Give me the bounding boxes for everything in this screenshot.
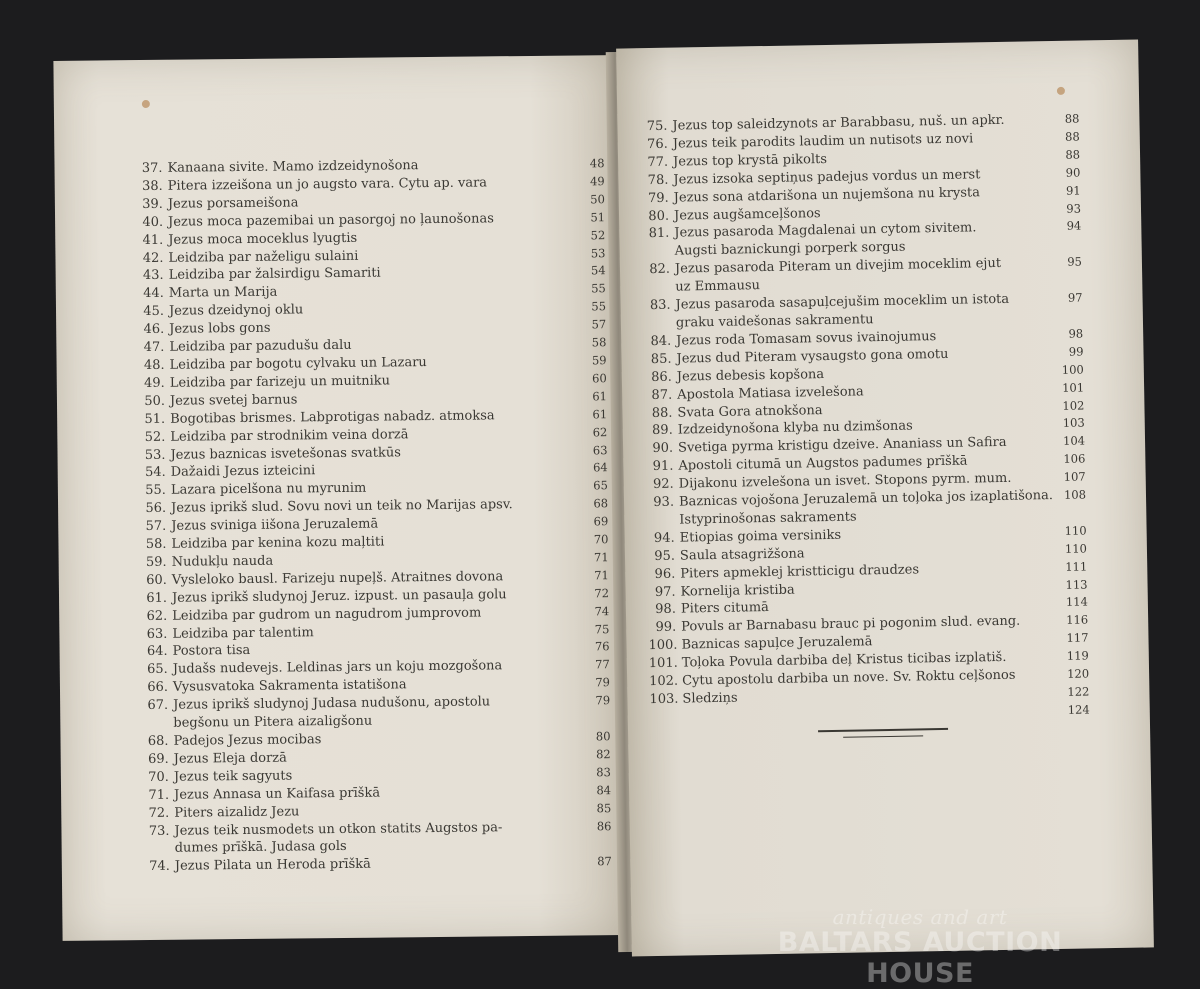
entry-page-number: 57 — [591, 317, 607, 332]
entry-number: 56. — [145, 501, 167, 517]
entry-page-number: 72 — [594, 585, 610, 601]
entry-page-number: 82 — [595, 747, 611, 762]
entry-number: 47. — [143, 339, 165, 356]
paper-stain — [142, 100, 150, 108]
entry-number: 100. — [648, 637, 678, 654]
entry-page-number: 74 — [594, 603, 610, 618]
entry-number: 58. — [145, 536, 167, 553]
entry-title: Leidziba par žalsirdigu Samariti — [168, 265, 381, 284]
entry-page-number: 104 — [1062, 433, 1086, 449]
entry-title: Leidziba par strodnikim veina dorzā — [170, 426, 409, 445]
entry-page-number: 61 — [592, 406, 608, 422]
entry-title: Piters apmeklej kristticigu draudzes — [680, 562, 920, 582]
entry-number: 44. — [143, 286, 164, 302]
entry-page-number: 119 — [1066, 648, 1089, 664]
entry-page-number: 49 — [589, 174, 605, 189]
entry-page-number: 55 — [591, 299, 607, 314]
entry-page-number: 97 — [1067, 290, 1083, 305]
entry-title: Jezus Eleja dorzā — [173, 750, 287, 767]
entry-number: 81. — [648, 226, 670, 242]
entry-number: 75. — [646, 118, 668, 135]
entry-title: Jezus izsoka septiņus padejus vordus un merst — [673, 167, 981, 188]
entry-title: Jezus porsameišona — [167, 195, 299, 212]
table-of-contents-right — [639, 111, 1090, 727]
entry-number: 71. — [148, 787, 170, 803]
entry-page-number: 54 — [590, 263, 606, 278]
entry-page-number: 91 — [1065, 183, 1081, 198]
watermark — [720, 905, 1120, 989]
entry-number: 103. — [649, 691, 679, 708]
entry-number: 78. — [647, 172, 669, 188]
toc-entry — [142, 853, 612, 876]
entry-title: Jezus iprikš sludynoj Judasa nudušonu, apostolu begšonu un Pitera aizaligšonu — [173, 694, 491, 731]
end-divider — [818, 728, 948, 732]
entry-number: 98. — [655, 602, 677, 618]
entry-title: Apostoli citumā un Augstos padumes prīškā — [678, 453, 968, 474]
entry-title: Jezus teik sagyuts — [173, 768, 293, 785]
entry-title: Svetiga pyrma kristigu dzeive. Ananiass un Safira — [677, 435, 1007, 456]
entry-title: Leidziba par pazudušu dalu — [169, 337, 352, 355]
entry-title: Izdzeidynošona klyba nu dzimšonas — [677, 418, 913, 439]
entry-page-number: 75 — [594, 621, 610, 636]
entry-page-number: 101 — [1062, 380, 1085, 395]
entry-title: Jezus sviniga iišona Jeruzalemā — [171, 516, 379, 534]
entry-title: Jezus sona atdarišona un nujemšona nu krysta — [673, 184, 981, 206]
entry-number: 68. — [147, 733, 169, 750]
entry-number: 51. — [144, 411, 166, 427]
entry-page-number: 71 — [593, 550, 609, 565]
toc-entry — [141, 818, 611, 859]
entry-page-number: 85 — [596, 800, 612, 815]
entry-number: 88. — [651, 405, 673, 421]
entry-page-number: 48 — [589, 156, 605, 171]
entry-title: Cytu apostolu darbiba un nove. Sv. Roktu ceļšonos — [682, 667, 1016, 689]
entry-title: Piters citumā — [680, 600, 769, 618]
entry-number: 70. — [148, 769, 169, 785]
entry-title: Jezus top krystā pikolts — [672, 151, 828, 170]
entry-number: 91. — [652, 458, 674, 475]
entry-page-number: 61 — [592, 388, 608, 404]
entry-title: Jezus iprikš slud. Sovu novi un teik no Marijas apsv. — [171, 497, 513, 516]
entry-number: 80. — [648, 208, 670, 224]
entry-page-number: 63 — [592, 442, 608, 457]
entry-number: 99. — [655, 620, 677, 636]
entry-title: Jezus baznicas isvetešonas svatkūs — [170, 444, 401, 463]
entry-page-number: 110 — [1064, 541, 1088, 556]
right-page — [616, 40, 1154, 957]
entry-page-number: 124 — [1067, 702, 1090, 717]
entry-page-number: 102 — [1062, 398, 1085, 413]
entry-number: 57. — [145, 518, 167, 535]
entry-title: Leidziba par naželigu sulaini — [168, 248, 359, 266]
entry-number: 62. — [146, 608, 168, 624]
entry-title: Jezus iprikš sludynoj Jeruz. izpust. un pasauļa golu — [171, 586, 507, 606]
entry-title: Jezus roda Tomasam sovus ivainojumus — [676, 328, 937, 349]
entry-number: 89. — [651, 423, 673, 439]
entry-page-number: 117 — [1066, 630, 1089, 646]
entry-title: Jezus svetej barnus — [169, 392, 298, 409]
entry-number: 40. — [142, 214, 164, 230]
entry-number: 93. — [653, 494, 675, 511]
entry-page-number: 108 — [1063, 487, 1087, 502]
entry-number: 84. — [650, 333, 672, 349]
entry-number: 83. — [649, 297, 671, 314]
entry-number: 73. — [148, 823, 170, 839]
entry-page-number: 58 — [591, 335, 607, 350]
entry-page-number: 76 — [594, 639, 610, 654]
entry-number: 52. — [144, 429, 166, 445]
entry-title: Bogotibas brismes. Labprotigas nabadz. atmoksa — [170, 408, 495, 427]
entry-number: 79. — [647, 190, 669, 206]
entry-title: Jezus Pilata un Heroda prīškā — [174, 857, 371, 875]
entry-number: 43. — [142, 268, 164, 284]
entry-title: Jezus lobs gons — [169, 320, 271, 337]
entry-title: Toļoka Povula darbiba deļ Kristus ticibas izplatiš. — [681, 650, 1007, 671]
entry-title: Marta un Marija — [168, 284, 278, 302]
entry-page-number: 83 — [596, 764, 611, 780]
entry-title: Jezus pasaroda sasapuļcejušim moceklim un istota graku vaidešonas sakramentu — [675, 291, 1010, 331]
entry-page-number: 79 — [595, 693, 611, 708]
entry-title: Dijakonu izvelešona un isvet. Stopons pyrm. mum. — [678, 470, 1012, 492]
entry-number: 72. — [148, 805, 170, 821]
entry-number: 66. — [147, 680, 169, 696]
entry-title: Padejos Jezus mocibas — [173, 732, 322, 749]
entry-title: Pitera izzeišona un jo augsto vara. Cytu ap. vara — [167, 175, 488, 194]
entry-title: Lazara picelšona nu myrunim — [170, 481, 367, 499]
entry-number: 85. — [650, 351, 672, 367]
entry-number: 77. — [647, 154, 669, 170]
paper-stain — [1057, 87, 1065, 95]
entry-number: 49. — [144, 375, 165, 391]
entry-title: Sledziņs — [682, 690, 738, 707]
entry-number: 60. — [146, 572, 167, 588]
entry-page-number: 106 — [1063, 451, 1086, 467]
entry-page-number: 88 — [1064, 129, 1080, 144]
entry-number: 87. — [651, 387, 673, 403]
entry-page-number: 90 — [1065, 165, 1081, 180]
entry-page-number: 88 — [1065, 147, 1081, 162]
watermark-tagline: antiques and art — [832, 905, 1008, 929]
entry-number: 82. — [649, 261, 671, 278]
entry-title: Jezus dud Piteram vysaugsto gona omotu — [676, 346, 949, 367]
entry-page-number: 122 — [1067, 684, 1090, 699]
entry-number: 94. — [653, 530, 675, 546]
entry-page-number: 84 — [596, 782, 612, 798]
entry-number: 69. — [147, 751, 169, 767]
entry-title: Vysusvatoka Sakramenta istatišona — [172, 677, 407, 696]
entry-page-number: 87 — [597, 854, 612, 869]
entry-number: 67. — [147, 697, 169, 714]
entry-number: 96. — [654, 566, 676, 582]
entry-title: Jezus Annasa un Kaifasa prīškā — [174, 785, 381, 803]
entry-page-number: 62 — [592, 424, 608, 439]
entry-page-number: 64 — [592, 460, 608, 475]
entry-title: Kornelija kristiba — [680, 582, 795, 600]
entry-title: Leidziba par bogotu cylvaku un Lazaru — [169, 355, 427, 373]
entry-page-number: 51 — [590, 209, 606, 225]
entry-title: Jezus moca moceklus lyugtis — [168, 230, 358, 248]
entry-number: 38. — [141, 178, 163, 194]
entry-page-number: 95 — [1067, 254, 1083, 270]
entry-title: Piters aizalidz Jezu — [174, 804, 300, 821]
entry-page-number: 59 — [591, 353, 607, 368]
entry-page-number: 100 — [1061, 362, 1084, 377]
entry-title: Leidziba par kenina kozu maļtiti — [171, 534, 385, 552]
entry-title: Povuls ar Barnabasu brauc pi pogonim slud. evang. — [681, 614, 1021, 635]
entry-number: 63. — [146, 626, 168, 642]
entry-page-number: 114 — [1065, 594, 1088, 610]
entry-number: 64. — [146, 644, 168, 660]
entry-number: 53. — [144, 447, 166, 463]
entry-number: 50. — [144, 393, 166, 409]
entry-number: 97. — [654, 584, 676, 600]
entry-number: 54. — [144, 465, 166, 481]
entry-title: Kanaana sivite. Mamo izdzeidynošona — [167, 158, 419, 176]
entry-title: Vysleloko bausl. Farizeju nupeļš. Atraitnes dovona — [171, 569, 504, 588]
entry-title: Jezus top saleidzynots ar Barabbasu, nuš. un apkr. — [672, 112, 1005, 134]
entry-title: Jezus teik parodits laudim un nutisots uz novi — [672, 131, 974, 152]
entry-page-number: 70 — [593, 532, 609, 547]
entry-number: 102. — [649, 673, 679, 690]
entry-page-number: 55 — [591, 281, 606, 296]
entry-page-number: 79 — [595, 675, 611, 690]
entry-page-number: 69 — [593, 514, 609, 529]
entry-number: 39. — [142, 196, 163, 212]
entry-page-number: 111 — [1065, 559, 1088, 574]
entry-title: Postora tisa — [172, 643, 251, 660]
entry-number: 42. — [142, 250, 164, 266]
entry-number: 86. — [651, 369, 672, 385]
entry-number: 95. — [654, 548, 676, 564]
entry-title: Baznicas sapuļce Jeruzalemā — [681, 634, 873, 653]
entry-page-number: 88 — [1064, 111, 1080, 126]
entry-page-number: 113 — [1065, 577, 1088, 592]
entry-title: Jezus dzeidynoj oklu — [168, 302, 304, 320]
entry-page-number: 68 — [593, 496, 609, 511]
left-page — [53, 55, 622, 941]
entry-number: 101. — [648, 655, 678, 672]
entry-page-number: 107 — [1063, 469, 1086, 485]
entry-page-number: 99 — [1068, 344, 1084, 359]
entry-number: 37. — [141, 160, 163, 177]
entry-number: 59. — [145, 554, 167, 570]
entry-number: 61. — [146, 590, 168, 606]
entry-title: Jezus teik nusmodets un otkon statits Augstos pa- dumes prīškā. Judasa gols — [174, 819, 503, 857]
entry-number: 90. — [652, 441, 674, 457]
entry-number: 45. — [143, 304, 165, 320]
entry-page-number: 52 — [590, 227, 606, 242]
entry-title: Jezus debesis kopšona — [676, 366, 825, 385]
entry-title: Etiopias goima versiniks — [679, 527, 842, 546]
entry-page-number: 94 — [1066, 218, 1082, 234]
entry-number: 76. — [646, 136, 668, 153]
entry-page-number: 120 — [1067, 666, 1090, 681]
entry-page-number: 116 — [1066, 612, 1089, 628]
entry-title: Jezus pasaroda Piteram un divejim moceklim ejut uz Emmausu — [674, 256, 1002, 295]
entry-title: Jezus pasaroda Magdalenai un cytom sivitem. Augsti baznickungi porperk sorgus — [674, 220, 977, 259]
entry-number: 65. — [147, 662, 168, 678]
entry-page-number: 77 — [595, 657, 610, 672]
entry-number: 92. — [652, 476, 674, 493]
table-of-contents-left — [134, 155, 611, 876]
entry-title: Svata Gora atnokšona — [677, 402, 823, 421]
entry-number: 46. — [143, 321, 165, 338]
entry-page-number: 86 — [596, 818, 612, 833]
entry-number: 55. — [145, 483, 166, 499]
entry-page-number: 93 — [1066, 201, 1082, 216]
entry-title: Leidziba par talentim — [172, 624, 314, 642]
entry-number: 74. — [149, 859, 170, 875]
entry-page-number: 98 — [1068, 326, 1084, 341]
entry-title: Leidziba par gudrom un nagudrom jumprovom — [172, 605, 482, 624]
entry-page-number: 60 — [592, 371, 607, 386]
entry-title: Leidziba par farizeju un muitniku — [169, 373, 391, 391]
entry-page-number: 65 — [593, 478, 608, 493]
entry-page-number: 103 — [1062, 415, 1085, 431]
entry-page-number: 80 — [595, 729, 611, 744]
entry-title: Jezus augšamceļšonos — [673, 205, 821, 224]
entry-number: 48. — [143, 357, 165, 373]
entry-title: Judašs nudevejs. Leldinas jars un koju mozgošona — [172, 658, 503, 678]
entry-title: Baznicas vojošona Jeruzalemā un toļoka jos izaplatišona. Istyprinošonas sakraments — [678, 488, 1054, 528]
entry-page-number: 50 — [590, 192, 605, 207]
entry-page-number: 110 — [1064, 523, 1087, 538]
entry-page-number: 71 — [594, 568, 609, 583]
entry-title: Dažaidi Jezus izteicini — [170, 463, 316, 481]
entry-title: Saula atsagrižšona — [679, 546, 805, 564]
end-divider-short — [843, 735, 923, 737]
entry-number: 41. — [142, 232, 164, 248]
watermark-brand: BALTARS AUCTION HOUSE — [777, 927, 1063, 989]
toc-entry — [140, 692, 610, 733]
entry-page-number: 53 — [590, 245, 606, 260]
entry-title: Jezus moca pazemibai un pasorgoj no ļaunošonas — [168, 211, 494, 230]
entry-title: Nudukļu nauda — [171, 553, 274, 570]
entry-title: Apostola Matiasa izvelešona — [677, 383, 864, 403]
